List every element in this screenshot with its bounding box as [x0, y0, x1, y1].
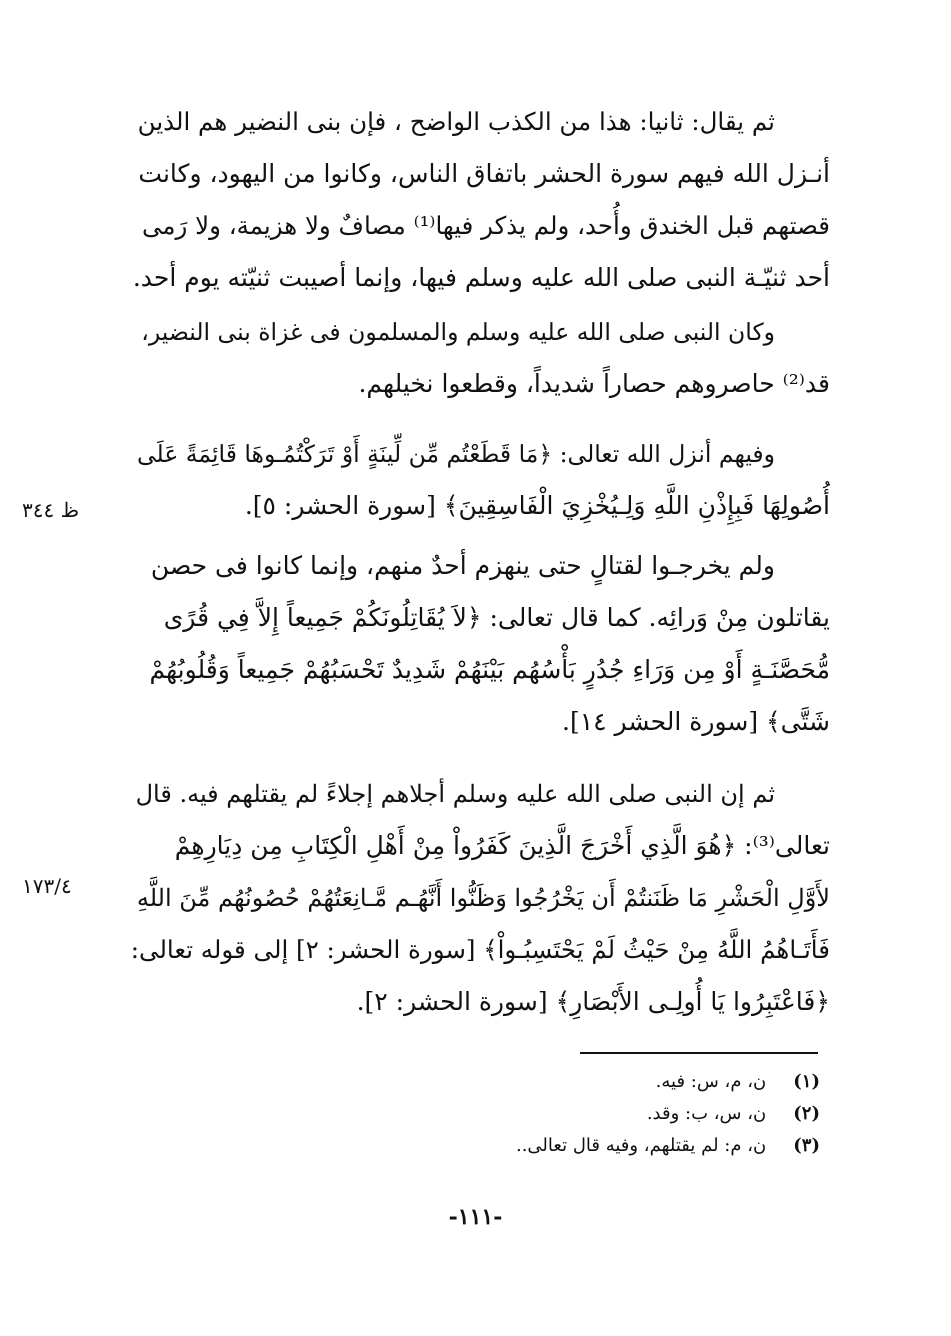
text-line: قصتهم قبل الخندق وأُحد، ولم يذكر فيها⁽¹⁾ مصافٌ ولا هزيمة، ولا رَمى — [141, 211, 830, 240]
margin-note-volume-page: ١٧٣/٤ — [22, 874, 72, 898]
text-line: ﴿فَاعْتَبِرُوا يَا أُولِـى الأَبْصَارِ﴾ [سورة الحشر: ٢]. — [356, 987, 830, 1016]
paragraph-2 — [130, 306, 830, 410]
paragraph-5 — [130, 768, 830, 1028]
text-line: وكان النبى صلى الله عليه وسلم والمسلمون فى غزاة بنى النضير، — [141, 318, 775, 346]
footnotes — [300, 1066, 820, 1162]
text-line: أُصُولِهَا فَبِإِذْنِ اللَّهِ وَلِـيُخْزِيَ الْفَاسِقِينَ﴾ [سورة الحشر: ٥]. — [244, 491, 830, 520]
text-line: أنـزل الله فيهم سورة الحشر باتفاق الناس، وكانوا من اليهود، وكانت — [138, 159, 830, 188]
page-number: -١١١- — [448, 1204, 503, 1230]
text-line: شَتَّى﴾ [سورة الحشر ١٤]. — [562, 707, 830, 736]
text-line: مُّحَصَّنَـةٍ أَوْ مِن وَرَاءِ جُدُرٍ بَأْسُهُم بَيْنَهُمْ شَدِيدٌ تَحْسَبُهُمْ جَمِيعاً وَقُلُوبُهُمْ — [149, 655, 830, 684]
text-line: ولم يخرجـوا لقتالٍ حتى ينهزم أحدٌ منهم، وإنما كانوا فى حصن — [150, 551, 775, 580]
footnote-text: ن، م، س: فيه. — [655, 1071, 767, 1092]
text-line: فَأَتَـاهُمُ اللَّهُ مِنْ حَيْثُ لَمْ يَحْتَسِبُـواْ﴾ [سورة الحشر: ٢] إلى قوله تعالى: — [130, 935, 830, 964]
paragraph-4 — [130, 540, 830, 748]
footnote-item — [300, 1098, 820, 1130]
text-line: ثم إن النبى صلى الله عليه وسلم أجلاهم إجلاءً لم يقتلهم فيه. قال — [135, 780, 775, 808]
text-line: قد⁽²⁾ حاصروهم حصاراً شديداً، وقطعوا نخيلهم. — [358, 369, 830, 398]
text-line: وفيهم أنزل الله تعالى: ﴿مَا قَطَعْتُم مِّن لِّينَةٍ أَوْ تَرَكْتُمُـوهَا قَائِمَةً عَلَى — [136, 440, 775, 468]
text-line: لأَوَّلِ الْحَشْرِ مَا ظَنَنتُمْ أَن يَخْرُجُوا وَظَنُّوا أَنَّهُـم مَّـانِعَتُهُمْ حُصُونُهُم مِّنَ اللَّهِ — [136, 884, 830, 912]
footnote-text: ن، س، ب: وقد. — [646, 1103, 767, 1124]
footnote-text: ن، م: لم يقتلهم، وفيه قال تعالى.. — [515, 1135, 767, 1156]
text-line: تعالى⁽³⁾: ﴿هُوَ الَّذِي أَخْرَجَ الَّذِينَ كَفَرُواْ مِنْ أَهْلِ الْكِتَابِ مِن دِيَارِهِمْ — [174, 831, 830, 860]
footnote-item — [300, 1066, 820, 1098]
text-line: يقاتلون مِنْ وَرائِه. كما قال تعالى: ﴿لاَ يُقَاتِلُونَكُمْ جَمِيعاً إِلاَّ فِي قُرًى — [163, 603, 830, 632]
margin-note-folio: ظ ٣٤٤ — [22, 498, 80, 522]
paragraph-3 — [130, 428, 830, 532]
footnote-number: (١) — [793, 1071, 820, 1092]
footnote-divider — [580, 1052, 818, 1054]
footnote-number: (٢) — [793, 1103, 820, 1124]
text-line: ثم يقال: ثانيا: هذا من الكذب الواضح ، فإن بنى النضير هم الذين — [137, 107, 775, 136]
text-line: أحد ثنيّـة النبى صلى الله عليه وسلم فيها، وإنما أصيبت ثنيّته يوم أحد. — [132, 263, 830, 292]
footnote-number: (٣) — [793, 1135, 820, 1156]
footnote-item — [300, 1130, 820, 1162]
paragraph-1 — [130, 96, 830, 304]
